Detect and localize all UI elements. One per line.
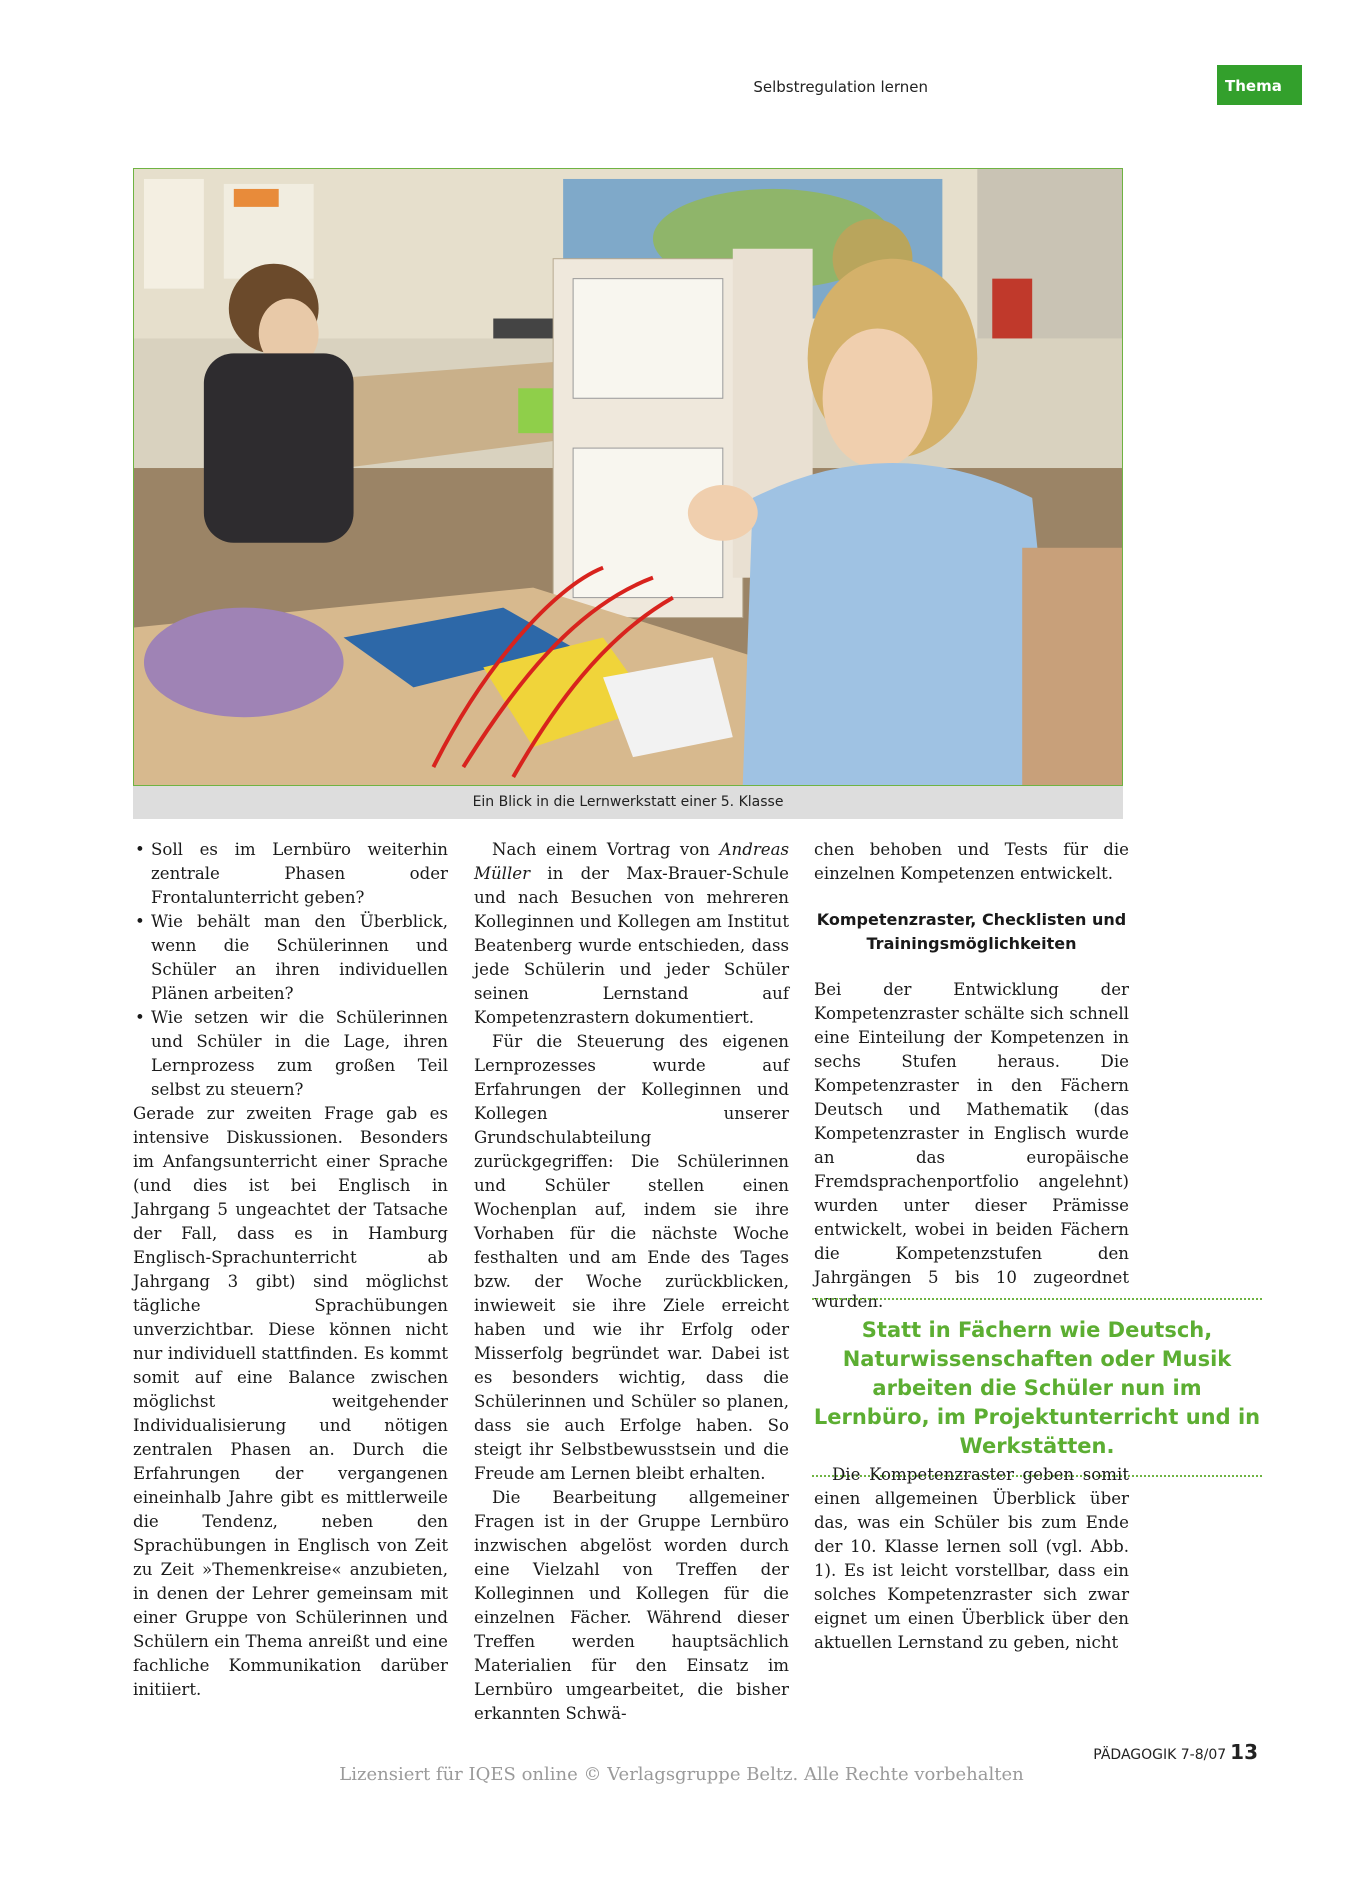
license-notice: Lizensiert für IQES online © Verlagsgruppe Beltz. Alle Rechte vorbehalten	[339, 1764, 1024, 1785]
text-run: in der Max-Brauer-Schule und nach Besuchen von mehreren Kolleginnen und Kollegen am Institut Beatenberg wurde entschieden, dass jede Schülerin und jeder Schüler seinen Lernstand auf Kompetenzrastern dokumentiert.	[474, 864, 789, 1027]
question-item: • Wie setzen wir die Schülerinnen und Schüler in die Lage, ihren Lernprozess zum großen Teil selbst zu steuern?	[133, 1006, 448, 1102]
author-name: Andreas Müller	[474, 840, 789, 883]
page-number: 13	[1230, 1740, 1258, 1764]
body-paragraph: chen behoben und Tests für die einzelnen Kompetenzen entwickelt.	[814, 840, 1129, 883]
body-paragraph: Für die Steuerung des eigenen Lernprozesses wurde auf Erfahrungen der Kolleginnen und Kollegen unserer Grundschulabteilung zurückgegriffen: Die Schülerinnen und Schüler stellen einen Wochenplan auf, indem sie ihre Vorhaben für die nächste Woche festhalten und am Ende des Tages bzw. der Woche zurückblicken, inwieweit sie ihre Ziele erreicht haben und wie ihr Erfolg oder Misserfolg begründet war. Dabei ist es besonders wichtig, dass die Schülerinnen und Schüler so planen, dass sie auch Erfolge haben. So steigt ihr Selbstbewusstsein und die Freude am Lernen bleibt erhalten.	[474, 1032, 789, 1483]
running-header: Selbstregulation lernen	[753, 78, 928, 96]
pull-quote: Statt in Fächern wie Deutsch, Naturwissenschaften oder Musik arbeiten die Schüler nun im Lernbüro, im Projektunterricht und in Werkstätten.	[812, 1298, 1262, 1477]
journal-name: PÄDAGOGIK 7-8/07	[1093, 1747, 1227, 1763]
body-paragraph: Die Kompetenzraster geben somit einen allgemeinen Überblick über das, was ein Schüler bis zum Ende der 10. Klasse lernen soll (vgl. Abb. 1). Es ist leicht vorstellbar, dass ein solches Kompetenzraster sich zwar eignet um einen Überblick über den aktuellen Lernstand zu geben, nicht	[814, 1465, 1129, 1652]
section-heading: Kompetenzraster, Checklisten und Trainingsmöglichkeiten	[816, 910, 1127, 953]
body-paragraph: Gerade zur zweiten Frage gab es intensive Diskussionen. Besonders im Anfangsunterricht einer Sprache (und dies ist bei Englisch in Jahrgang 5 ungeachtet der Tatsache der Fall, dass es in Hamburg Englisch-Sprachunterricht ab Jahrgang 3 gibt) sind möglichst tägliche Sprachübungen unverzichtbar. Diese können nicht nur individuell stattfinden. Es kommt somit auf eine Balance zwischen möglichst weitgehender Individualisierung und nötigen zentralen Phasen an. Durch die Erfahrungen der vergangenen eineinhalb Jahre gibt es mittlerweile die Tendenz, neben den Sprachübungen in Englisch von Zeit zu Zeit »Themenkreise« anzubieten, in denen der Lehrer gemeinsam mit einer Gruppe von Schülerinnen und Schülern ein Thema anreißt und eine fachliche Kommunikation darüber initiiert.	[133, 1104, 448, 1699]
classroom-photo-illustration	[134, 169, 1122, 785]
question-list	[133, 838, 448, 1102]
body-paragraph	[474, 838, 789, 1030]
text-run: Nach einem Vortrag von	[492, 840, 720, 859]
body-paragraph: Bei der Entwicklung der Kompetenzraster schälte sich schnell eine Einteilung der Kompetenzen in sechs Stufen heraus. Die Kompetenzraster in den Fächern Deutsch und Mathematik (das Kompetenzraster in Englisch wurde an das europäische Fremdsprachenportfolio angelehnt) wurden unter dieser Prämisse entwickelt, wobei in beiden Fächern die Kompetenzstufen den Jahrgängen 5 bis 10 zugeordnet wurden.	[814, 980, 1129, 1311]
column-3	[814, 838, 1129, 1314]
figure-caption: Ein Blick in die Lernwerkstatt einer 5. Klasse	[133, 786, 1123, 819]
classroom-photo	[133, 168, 1123, 786]
column-1	[133, 838, 448, 1702]
column-2	[474, 838, 789, 1726]
question-item: • Soll es im Lernbüro weiterhin zentrale Phasen oder Frontalunterricht geben?	[133, 838, 448, 910]
section-tag: Thema	[1217, 65, 1302, 105]
page-footer	[1093, 1740, 1258, 1764]
question-item: • Wie behält man den Überblick, wenn die Schülerinnen und Schüler an ihren individuellen Plänen arbeiten?	[133, 910, 448, 1006]
column-3-continued	[814, 1463, 1129, 1655]
body-paragraph: Die Bearbeitung allgemeiner Fragen ist in der Gruppe Lernbüro inzwischen abgelöst worden durch eine Vielzahl von Treffen der Kolleginnen und Kollegen für die einzelnen Fächer. Während dieser Treffen werden hauptsächlich Materialien für den Einsatz im Lernbüro umgearbeitet, die bisher erkannten Schwä-	[474, 1488, 789, 1723]
